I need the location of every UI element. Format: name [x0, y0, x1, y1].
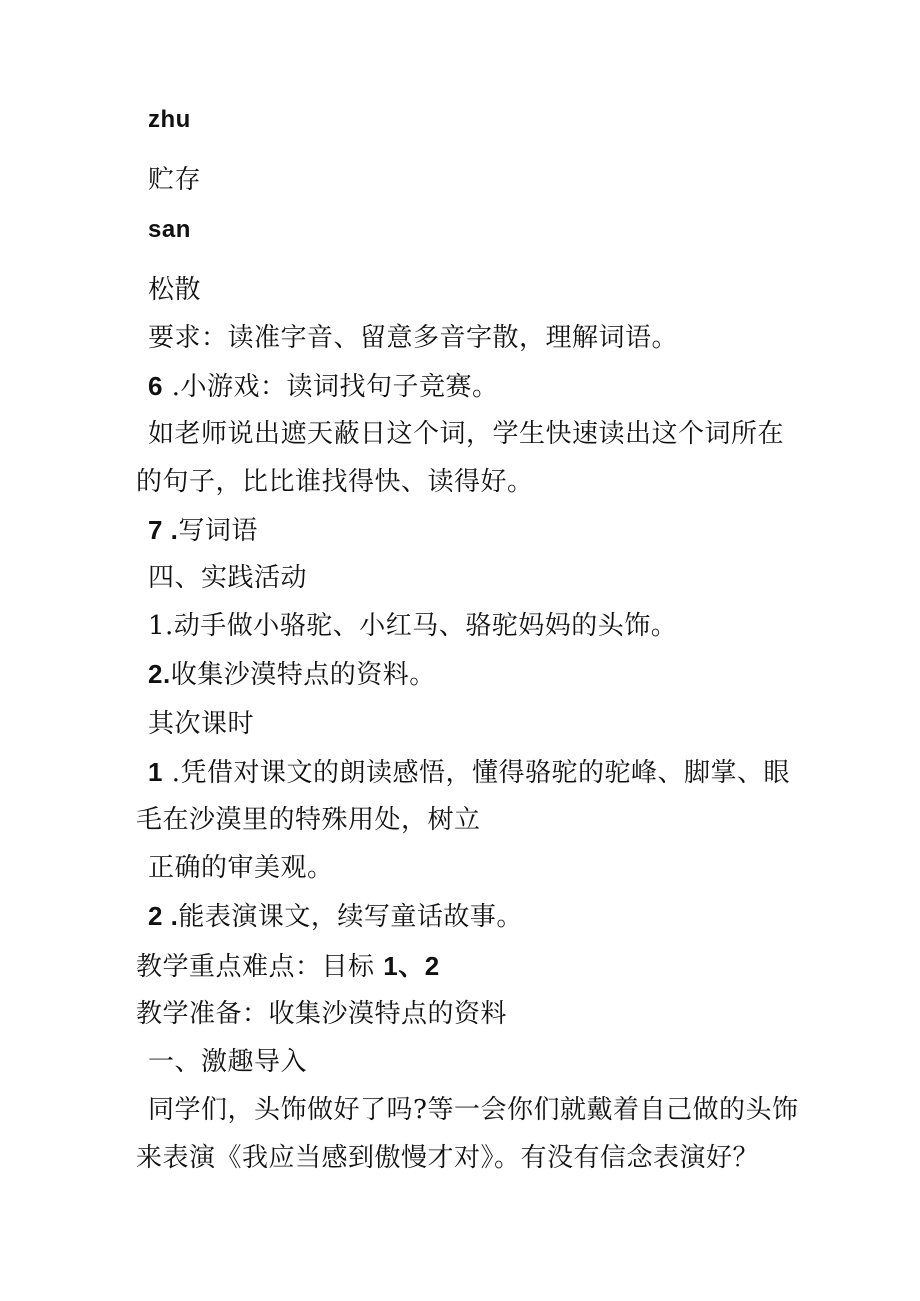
- goal-2: [148, 900, 523, 933]
- item-7-text: 写词语: [178, 516, 258, 546]
- word-songsan: 松散: [148, 275, 202, 305]
- paragraph-line: 同学们，头饰做好了吗?等一会你们就戴着自己做的头饰: [148, 1095, 799, 1125]
- section-heading: 一、激趣导入: [148, 1047, 308, 1077]
- item-6: [148, 370, 499, 403]
- word-zhucun: 贮存: [148, 165, 202, 195]
- goal-2-text: 能表演课文，续写童话故事。: [178, 902, 523, 932]
- paragraph-line: 如老师说出遮天蔽日这个词，学生快速读出这个词所在: [148, 419, 785, 449]
- pinyin-zhu: zhu: [148, 106, 191, 133]
- section-heading: 其次课时: [148, 709, 255, 739]
- activity-item-1: 1.动手做小骆驼、小红马、骆驼妈妈的头饰。: [148, 611, 678, 641]
- activity-item-2-text: 收集沙漠特点的资料。: [170, 660, 436, 690]
- section-heading: 四、实践活动: [148, 563, 308, 593]
- item-6-number: 6: [148, 371, 163, 401]
- requirement-line: 要求：读准字音、留意多音字散，理解词语。: [148, 323, 679, 353]
- paragraph-line: 正确的审美观。: [148, 853, 334, 883]
- teaching-focus: [136, 950, 440, 983]
- teaching-focus-text: 教学重点难点：目标: [136, 952, 375, 982]
- item-7: [148, 514, 258, 547]
- goal-2-number: 2 .: [148, 901, 179, 931]
- activity-item-2-number: 2.: [148, 659, 171, 689]
- teaching-preparation: 教学准备：收集沙漠特点的资料: [136, 999, 508, 1029]
- goal-1: [148, 756, 790, 789]
- paragraph-line: 来表演《我应当感到傲慢才对》。有没有信念表演好？: [136, 1143, 760, 1173]
- pinyin-san: san: [148, 216, 191, 243]
- goal-1-number: 1: [148, 757, 163, 787]
- paragraph-line: 的句子，比比谁找得快、读得好。: [136, 467, 534, 497]
- item-7-number: 7 .: [148, 515, 179, 545]
- item-6-text: .小游戏：读词找句子竞赛。: [171, 372, 499, 402]
- teaching-focus-number: 1、2: [383, 951, 440, 981]
- activity-item-2: [148, 658, 436, 691]
- goal-1-text: .凭借对课文的朗读感悟，懂得骆驼的驼峰、脚掌、眼: [171, 758, 790, 788]
- paragraph-line: 毛在沙漠里的特殊用处，树立: [136, 805, 481, 835]
